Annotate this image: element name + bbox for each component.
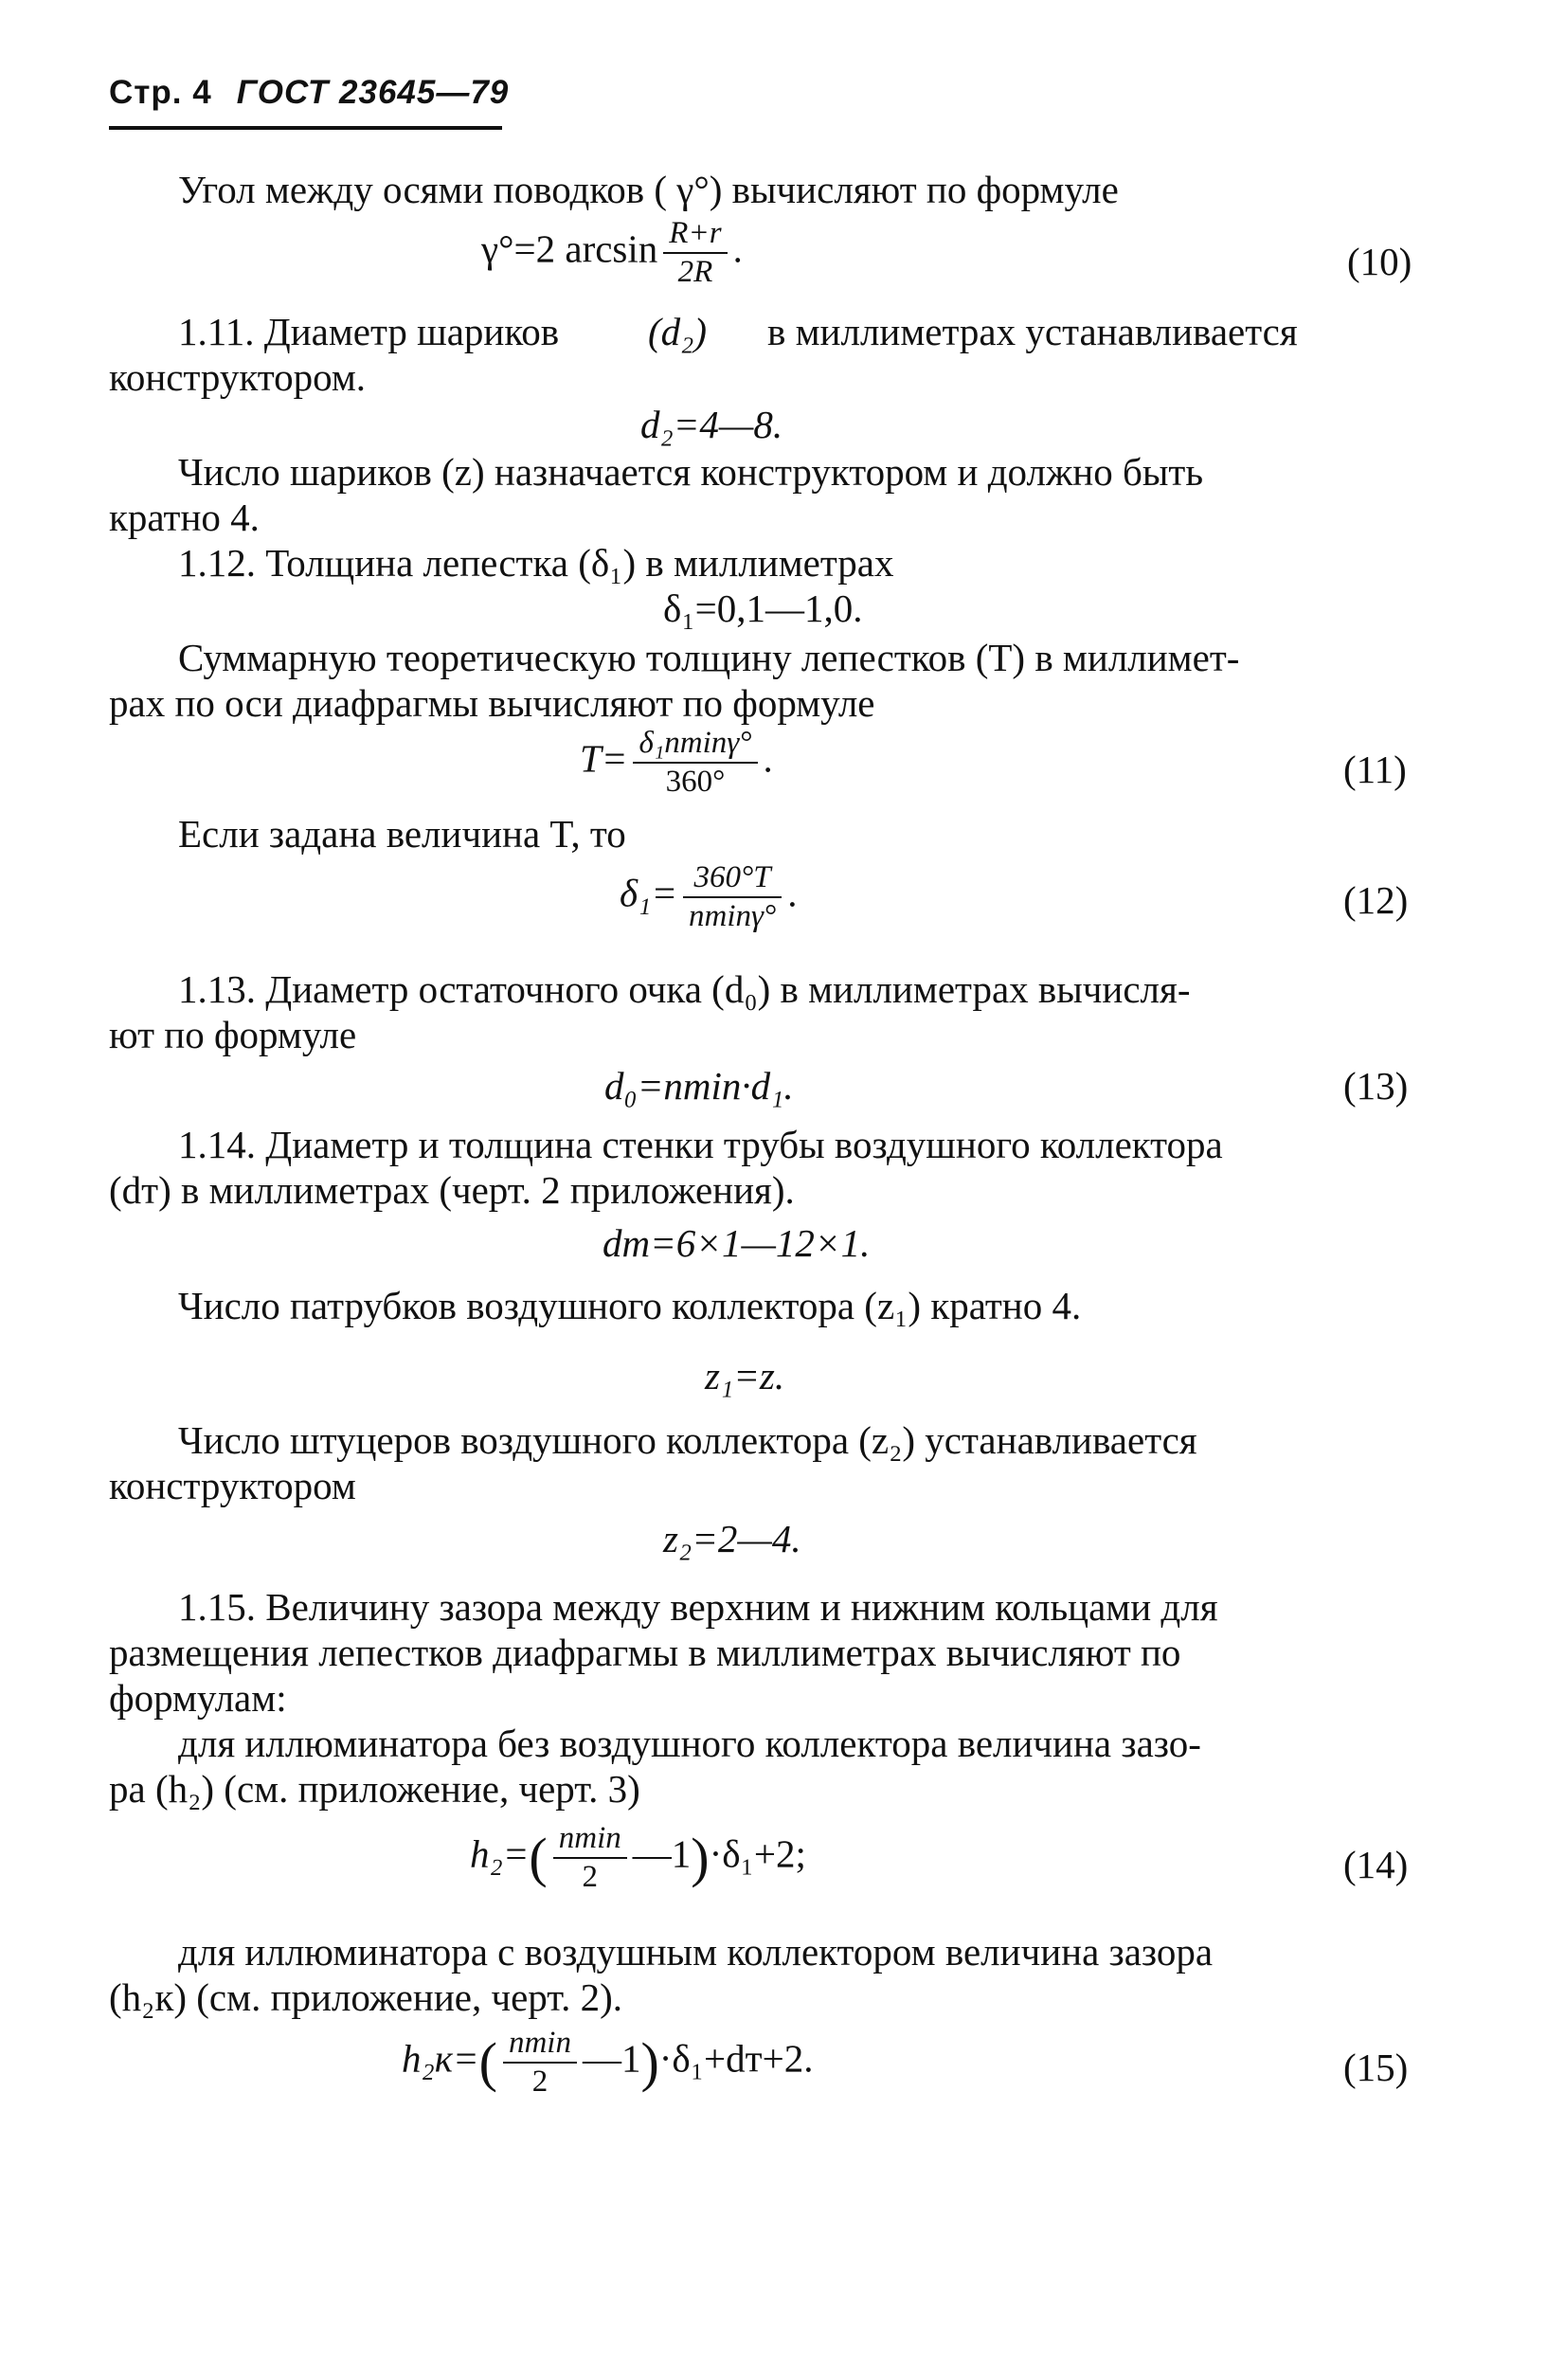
sum-thickness-line2: рах по оси диафрагмы вычисляют по формуле xyxy=(109,681,875,725)
page-number: Стр. 4 xyxy=(109,74,212,111)
section-1-15-line3: формулам: xyxy=(109,1676,287,1720)
formula-11-lhs: T= xyxy=(580,736,628,781)
d2-range: d₂=4—8. xyxy=(640,403,783,446)
formula-10-numerator: R+r xyxy=(663,218,727,254)
section-1-15-line2: размещения лепестков диафрагмы в миллиметрах вычисляют по xyxy=(109,1631,1181,1674)
no-collector-line1: для иллюминатора без воздушного коллектора величина зазо- xyxy=(178,1722,1201,1765)
section-1-13-line1: 1.13. Диаметр остаточного очка (d₀) в миллиметрах вычисля- xyxy=(178,967,1191,1011)
formula-15-numerator: nmin xyxy=(503,2028,577,2064)
formula-15-fraction xyxy=(503,2028,577,2098)
formula-14-open-paren: ( xyxy=(529,1827,548,1888)
formula-14-number: (14) xyxy=(1343,1843,1409,1886)
formula-10-denominator: 2R xyxy=(677,255,713,289)
balls-count-line1: Число шариков (z) назначается конструктором и должно быть xyxy=(178,450,1204,494)
section-1-14-line1: 1.14. Диаметр и толщина стенки трубы воздушного коллектора xyxy=(178,1123,1223,1166)
formula-11-denominator: 360° xyxy=(665,765,726,799)
formula-11-tail: . xyxy=(763,736,773,781)
formula-11-number: (11) xyxy=(1343,748,1407,791)
formula-12-numerator: 360°T xyxy=(683,862,782,898)
formula-13-number: (13) xyxy=(1343,1064,1409,1108)
formula-12-fraction xyxy=(683,862,782,932)
formula-15-minus-one: —1 xyxy=(582,2036,641,2081)
formula-15-denominator: 2 xyxy=(531,2064,549,2099)
formula-12 xyxy=(620,862,797,932)
formula-11-numerator: δ₁nminγ° xyxy=(633,728,757,764)
sum-thickness-line1: Суммарную теоретическую толщину лепестков (T) в миллимет- xyxy=(178,636,1240,679)
formula-14 xyxy=(470,1823,806,1893)
formula-12-denominator: nminγ° xyxy=(688,899,777,933)
no-collector-line2: ра (h₂) (см. приложение, черт. 3) xyxy=(109,1767,640,1811)
formula-12-tail: . xyxy=(787,871,798,915)
formula-10-number: (10) xyxy=(1347,240,1412,283)
formula-15-lhs: h₂к= xyxy=(402,2036,479,2081)
header-rule xyxy=(109,126,502,130)
formula-15-close-paren: ) xyxy=(640,2031,659,2093)
section-1-11-rest: в миллиметрах устанавливается xyxy=(767,310,1298,353)
formula-13: d₀=nmin·d₁. xyxy=(604,1064,794,1108)
formula-12-number: (12) xyxy=(1343,878,1409,922)
formula-10 xyxy=(481,218,743,288)
formula-12-lhs: δ₁= xyxy=(620,871,677,915)
section-1-11-variable: (d₂) xyxy=(648,310,708,353)
with-collector-line2: (h₂к) (см. приложение, черт. 2). xyxy=(109,1975,622,2019)
with-collector-line1: для иллюминатора с воздушным коллектором величина зазора xyxy=(178,1930,1214,1974)
section-1-15-line1: 1.15. Величину зазора между верхним и нижним кольцами для xyxy=(178,1585,1218,1629)
section-1-12-title: 1.12. Толщина лепестка (δ₁) в миллиметрах xyxy=(178,541,894,585)
z1-equation: z₁=z. xyxy=(705,1354,785,1397)
formula-11 xyxy=(580,728,773,798)
section-1-11-title: 1.11. Диаметр шариков xyxy=(178,310,560,353)
formula-11-fraction xyxy=(633,728,757,798)
if-T-given: Если задана величина T, то xyxy=(178,812,626,856)
pipes-count: Число патрубков воздушного коллектора (z₁) кратно 4. xyxy=(178,1284,1082,1327)
formula-14-tail: ·δ₁+2; xyxy=(709,1831,806,1876)
section-1-14-line2: (dт) в миллиметрах (черт. 2 приложения). xyxy=(109,1168,795,1212)
fittings-line2: конструктором xyxy=(109,1464,356,1507)
section-1-13-line2: ют по формуле xyxy=(109,1013,357,1056)
formula-14-close-paren: ) xyxy=(691,1827,710,1888)
formula-14-minus-one: —1 xyxy=(632,1831,692,1876)
formula-10-lhs: γ°=2 arcsin xyxy=(481,226,658,271)
formula-14-numerator: nmin xyxy=(553,1823,627,1859)
formula-14-lhs: h₂= xyxy=(470,1831,530,1876)
formula-15-number: (15) xyxy=(1343,2046,1409,2089)
paragraph-angle: Угол между осями поводков ( γ°) вычисляют по формуле xyxy=(178,168,1119,211)
formula-15-open-paren: ( xyxy=(478,2031,497,2093)
dt-range: dт=6×1—12×1. xyxy=(603,1221,871,1265)
balls-count-line2: кратно 4. xyxy=(109,496,260,539)
formula-14-denominator: 2 xyxy=(582,1860,598,1894)
formula-14-fraction xyxy=(553,1823,627,1893)
formula-10-fraction xyxy=(663,218,727,288)
standard-id: ГОСТ 23645—79 xyxy=(236,74,510,111)
page-header xyxy=(109,74,509,112)
formula-10-tail: . xyxy=(732,226,743,271)
z2-range: z₂=2—4. xyxy=(663,1517,801,1560)
fittings-line1: Число штуцеров воздушного коллектора (z₂) устанавливается xyxy=(178,1418,1197,1462)
section-1-11-line2: конструктором. xyxy=(109,355,367,399)
formula-15-tail: ·δ₁+dт+2. xyxy=(658,2036,814,2081)
formula-15 xyxy=(402,2028,813,2098)
delta1-range: δ₁=0,1—1,0. xyxy=(663,586,863,630)
